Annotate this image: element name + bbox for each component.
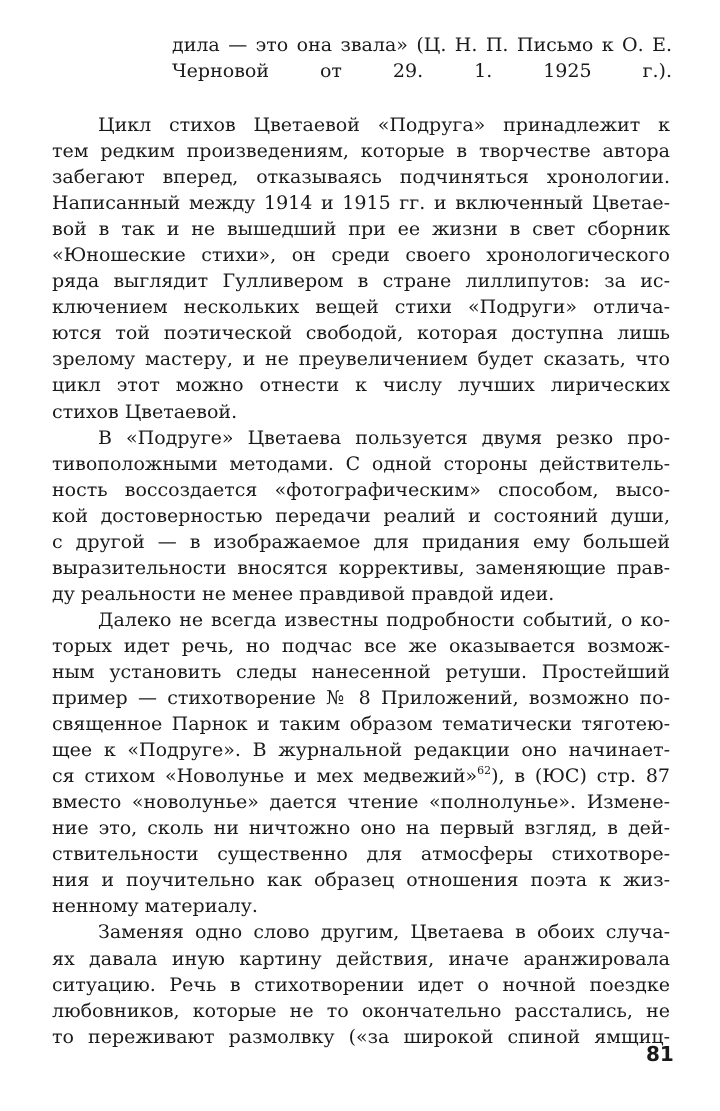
text-line: ность воссоздается «фотографическим» способом, высо-: [52, 478, 670, 501]
text-line: ются той поэтической свободой, которая доступна лишь: [52, 322, 670, 345]
text-line: тем редким произведениям, которые в творчестве автора: [52, 140, 670, 163]
text-line: ряда выглядит Гулливером в стране лиллипутов: за ис-: [52, 270, 670, 293]
text-line: любовников, которые не то окончательно расстались, не: [52, 999, 670, 1022]
footnote-mark: 62: [477, 764, 492, 778]
text-line: Цикл стихов Цветаевой «Подруга» принадлежит к: [98, 114, 670, 136]
text-line: Далеко не всегда известны подробности событий, о ко-: [98, 608, 670, 631]
text-line: Заменяя одно слово другим, Цветаева в обоих случа-: [98, 921, 670, 944]
quote-continuation: [172, 32, 672, 84]
text-line: священное Парнок и таким образом тематически тяготею-: [52, 713, 670, 736]
text-line: пример — стихотворение № 8 Приложений, возможно по-: [52, 687, 670, 710]
text-line: торых идет речь, но подчас все же оказывается возмож-: [52, 634, 670, 657]
text-line: «Юношеские стихи», он среди своего хронологического: [52, 244, 670, 267]
text-line: вместо «новолунье» дается чтение «полнолунье». Измене-: [52, 791, 670, 814]
text-line: кой достоверностью передачи реалий и состояний души,: [52, 504, 670, 527]
page-number: 81: [646, 1042, 674, 1066]
text-line: стихов Цветаевой.: [52, 400, 238, 423]
text-line-with-footnote: [52, 763, 670, 789]
text-line: Написанный между 1914 и 1915 гг. и включенный Цветае-: [52, 192, 670, 215]
text-line: то переживают размолвку («за широкой спиной ямщиц-: [52, 1025, 670, 1048]
text-line: В «Подруге» Цветаева пользуется двумя резко про-: [98, 426, 670, 449]
text-line: выразительности вносятся коррективы, заменяющие прав-: [52, 556, 670, 579]
text-line: ситуацию. Речь в стихотворении идет о ночной поездке: [52, 973, 670, 996]
text-line: тивоположными методами. С одной стороны действитель-: [52, 452, 670, 475]
text-line: ным установить следы нанесенной ретуши. Простейший: [52, 660, 670, 683]
text-line: вой в так и не вышедший при ее жизни в свет сборник: [52, 218, 670, 241]
text-line: забегают вперед, отказываясь подчиняться хронологии.: [52, 166, 670, 189]
text-segment: ), в (ЮС) стр. 87: [491, 765, 670, 788]
text-line: ключением нескольких вещей стихи «Подруги» отлича-: [52, 296, 670, 319]
quote-line: Черновой от 29. 1. 1925 г.).: [172, 60, 672, 83]
text-segment: ся стихом «Новолунье и мех медвежий»: [52, 765, 478, 788]
text-line: щее к «Подруге». В журнальной редакции оно начинает-: [52, 739, 670, 762]
text-line: ду реальности не менее правдивой правдой идеи.: [52, 582, 555, 605]
quote-line: дила — это она звала» (Ц. Н. П. Письмо к О. Е.: [172, 34, 672, 56]
body-text: [52, 112, 670, 1050]
text-line: ненному материалу.: [52, 895, 258, 918]
text-line: цикл этот можно отнести к числу лучших лирических: [52, 374, 670, 397]
text-line: ние это, сколь ни ничтожно оно на первый взгляд, в дей-: [52, 817, 670, 840]
text-line: с другой — в изображаемое для придания ему большей: [52, 530, 670, 553]
text-line: зрелому мастеру, и не преувеличением будет сказать, что: [52, 348, 670, 371]
text-line: ях давала иную картину действия, иначе аранжировала: [52, 947, 670, 970]
text-line: ствительности существенно для атмосферы стихотворе-: [52, 843, 670, 866]
text-line: ния и поучительно как образец отношения поэта к жиз-: [52, 869, 670, 892]
